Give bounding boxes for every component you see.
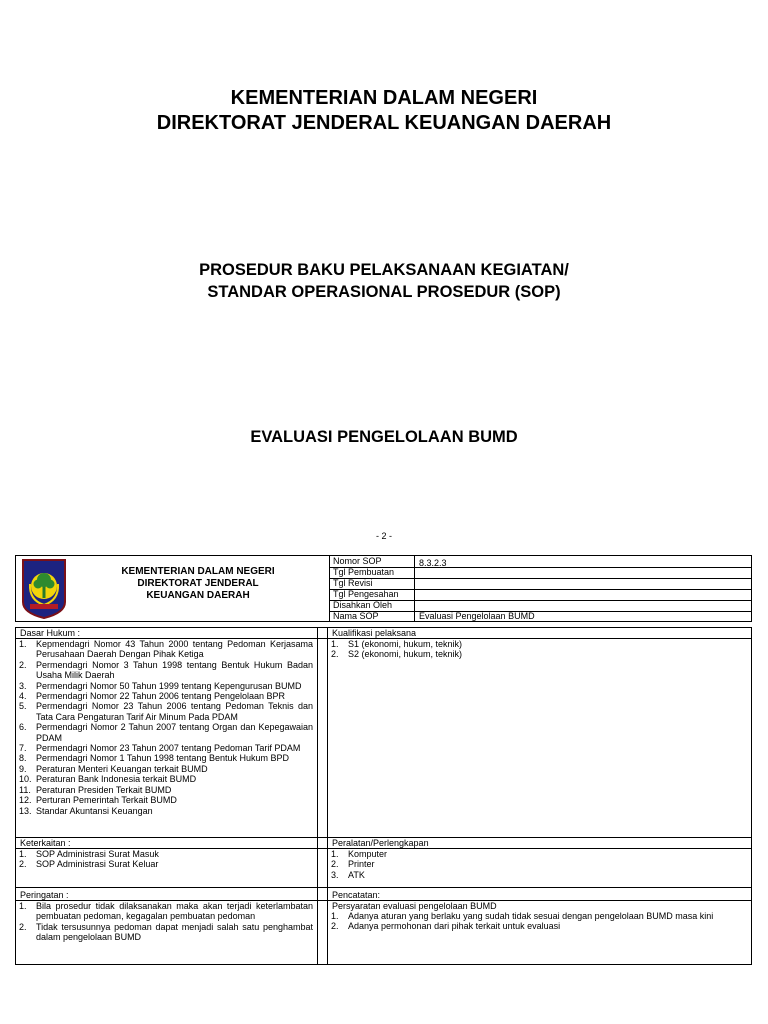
- pencatatan-intro: Persyaratan evaluasi pengelolaan BUMD: [332, 901, 497, 911]
- cover-org-line1: KEMENTERIAN DALAM NEGERI: [230, 87, 538, 109]
- dasar-hukum-title: Dasar Hukum :: [20, 628, 81, 638]
- kualifikasi-list: [328, 639, 748, 660]
- list-item: 2. S2 (ekonomi, hukum, teknik): [331, 649, 463, 660]
- header-org-line2: DIREKTORAT JENDERAL: [137, 578, 259, 589]
- list-item: 11. Peraturan Presiden Terkait BUMD: [19, 784, 172, 795]
- dasar-hukum-list: [16, 639, 313, 816]
- field-label-tgl-pembuatan: Tgl Pembuatan: [333, 567, 395, 577]
- list-item: 1. Kepmendagri Nomor 43 Tahun 2000 tentang Pedoman Kerjasama Perusahaan Daerah Dengan Pihak Ketiga: [19, 639, 313, 660]
- list-item: 2. Permendagri Nomor 3 Tahun 1998 tentang Bentuk Hukum Badan Usaha Milik Daerah: [19, 659, 313, 681]
- sop-content-table: [15, 627, 752, 965]
- ministry-emblem-icon: [21, 558, 67, 620]
- field-label-nomor-sop: Nomor SOP: [333, 556, 382, 566]
- pencatatan-list: [328, 911, 748, 932]
- keterkaitan-list: [16, 849, 313, 870]
- header-org-line1: KEMENTERIAN DALAM NEGERI: [121, 566, 275, 577]
- list-item: 13. Standar Akuntansi Keuangan: [19, 805, 153, 816]
- header-org-box: [15, 555, 329, 622]
- list-item: 1. SOP Administrasi Surat Masuk: [19, 849, 159, 859]
- keterkaitan-title: Keterkaitan :: [20, 838, 71, 848]
- list-item: 1. Komputer: [331, 849, 388, 859]
- field-label-disahkan-oleh: Disahkan Oleh: [333, 600, 393, 610]
- cover-document-type: [0, 259, 768, 303]
- list-item: 5. Permendagri Nomor 23 Tahun 2006 tentang Pedoman Teknis dan Tata Cara Pengaturan Tarif Air Minum Pada PDAM: [19, 701, 313, 722]
- sop-info-table: [329, 555, 752, 622]
- header-org-name: [78, 566, 318, 602]
- page-number: - 2 -: [375, 531, 392, 541]
- list-item: 1. Bila prosedur tidak dilaksanakan maka akan terjadi keterlambatan pembuatan pedoman, kegagalan pembuatan pedoman: [19, 901, 313, 922]
- kualifikasi-title: Kualifikasi pelaksana: [332, 628, 417, 638]
- list-item: 2. Adanya permohonan dari pihak terkait untuk evaluasi: [331, 921, 561, 932]
- list-item: 1. Adanya aturan yang berlaku yang sudah tidak sesuai dengan pengelolaan BUMD masa kini: [331, 911, 714, 921]
- cover-doc-line1: PROSEDUR BAKU PELAKSANAAN KEGIATAN/: [199, 261, 569, 279]
- list-item: 1. S1 (ekonomi, hukum, teknik): [331, 639, 463, 649]
- field-value-nomor-sop: 8.3.2.3: [419, 558, 447, 568]
- peringatan-list: [16, 901, 313, 943]
- pencatatan-title: Pencatatan:: [332, 890, 381, 900]
- cover-doc-line2: STANDAR OPERASIONAL PROSEDUR (SOP): [207, 283, 561, 301]
- peralatan-list: [328, 849, 748, 880]
- list-item: 3. Permendagri Nomor 50 Tahun 1999 tentang Kepengurusan BUMD: [19, 680, 302, 691]
- field-label-tgl-pengesahan: Tgl Pengesahan: [333, 589, 399, 599]
- list-item: 10. Peraturan Bank Indonesia terkait BUMD: [19, 774, 197, 785]
- list-item: 2. SOP Administrasi Surat Keluar: [19, 859, 159, 870]
- cover-organization: [0, 86, 768, 136]
- peringatan-title: Peringatan :: [20, 890, 69, 900]
- field-value-nama-sop: Evaluasi Pengelolaan BUMD: [419, 611, 535, 621]
- list-item: 8. Permendagri Nomor 1 Tahun 1998 tentang Bentuk Hukum BPD: [19, 753, 289, 764]
- cover-subject: EVALUASI PENGELOLAAN BUMD: [250, 428, 518, 446]
- list-item: 4. Permendagri Nomor 22 Tahun 2006 tentang Pengelolaan BPR: [19, 691, 286, 702]
- list-item: 6. Permendagri Nomor 2 Tahun 2007 tentang Organ dan Kepegawaian PDAM: [19, 722, 313, 743]
- list-item: 9. Peraturan Menteri Keuangan terkait BUMD: [19, 763, 208, 774]
- header-org-line3: KEUANGAN DAERAH: [146, 590, 250, 601]
- list-item: 12. Perturan Pemerintah Terkait BUMD: [19, 795, 177, 806]
- list-item: 7. Permendagri Nomor 23 Tahun 2007 tentang Pedoman Tarif PDAM: [19, 743, 301, 754]
- field-label-tgl-revisi: Tgl Revisi: [333, 578, 373, 588]
- list-item: 3. ATK: [331, 869, 365, 880]
- field-label-nama-sop: Nama SOP: [333, 611, 379, 621]
- cover-org-line2: DIREKTORAT JENDERAL KEUANGAN DAERAH: [156, 112, 612, 134]
- peralatan-title: Peralatan/Perlengkapan: [332, 838, 429, 848]
- list-item: 2. Printer: [331, 859, 375, 870]
- list-item: 2. Tidak tersusunnya pedoman dapat menjadi salah satu penghambat dalam pengelolaan BUMD: [19, 921, 313, 943]
